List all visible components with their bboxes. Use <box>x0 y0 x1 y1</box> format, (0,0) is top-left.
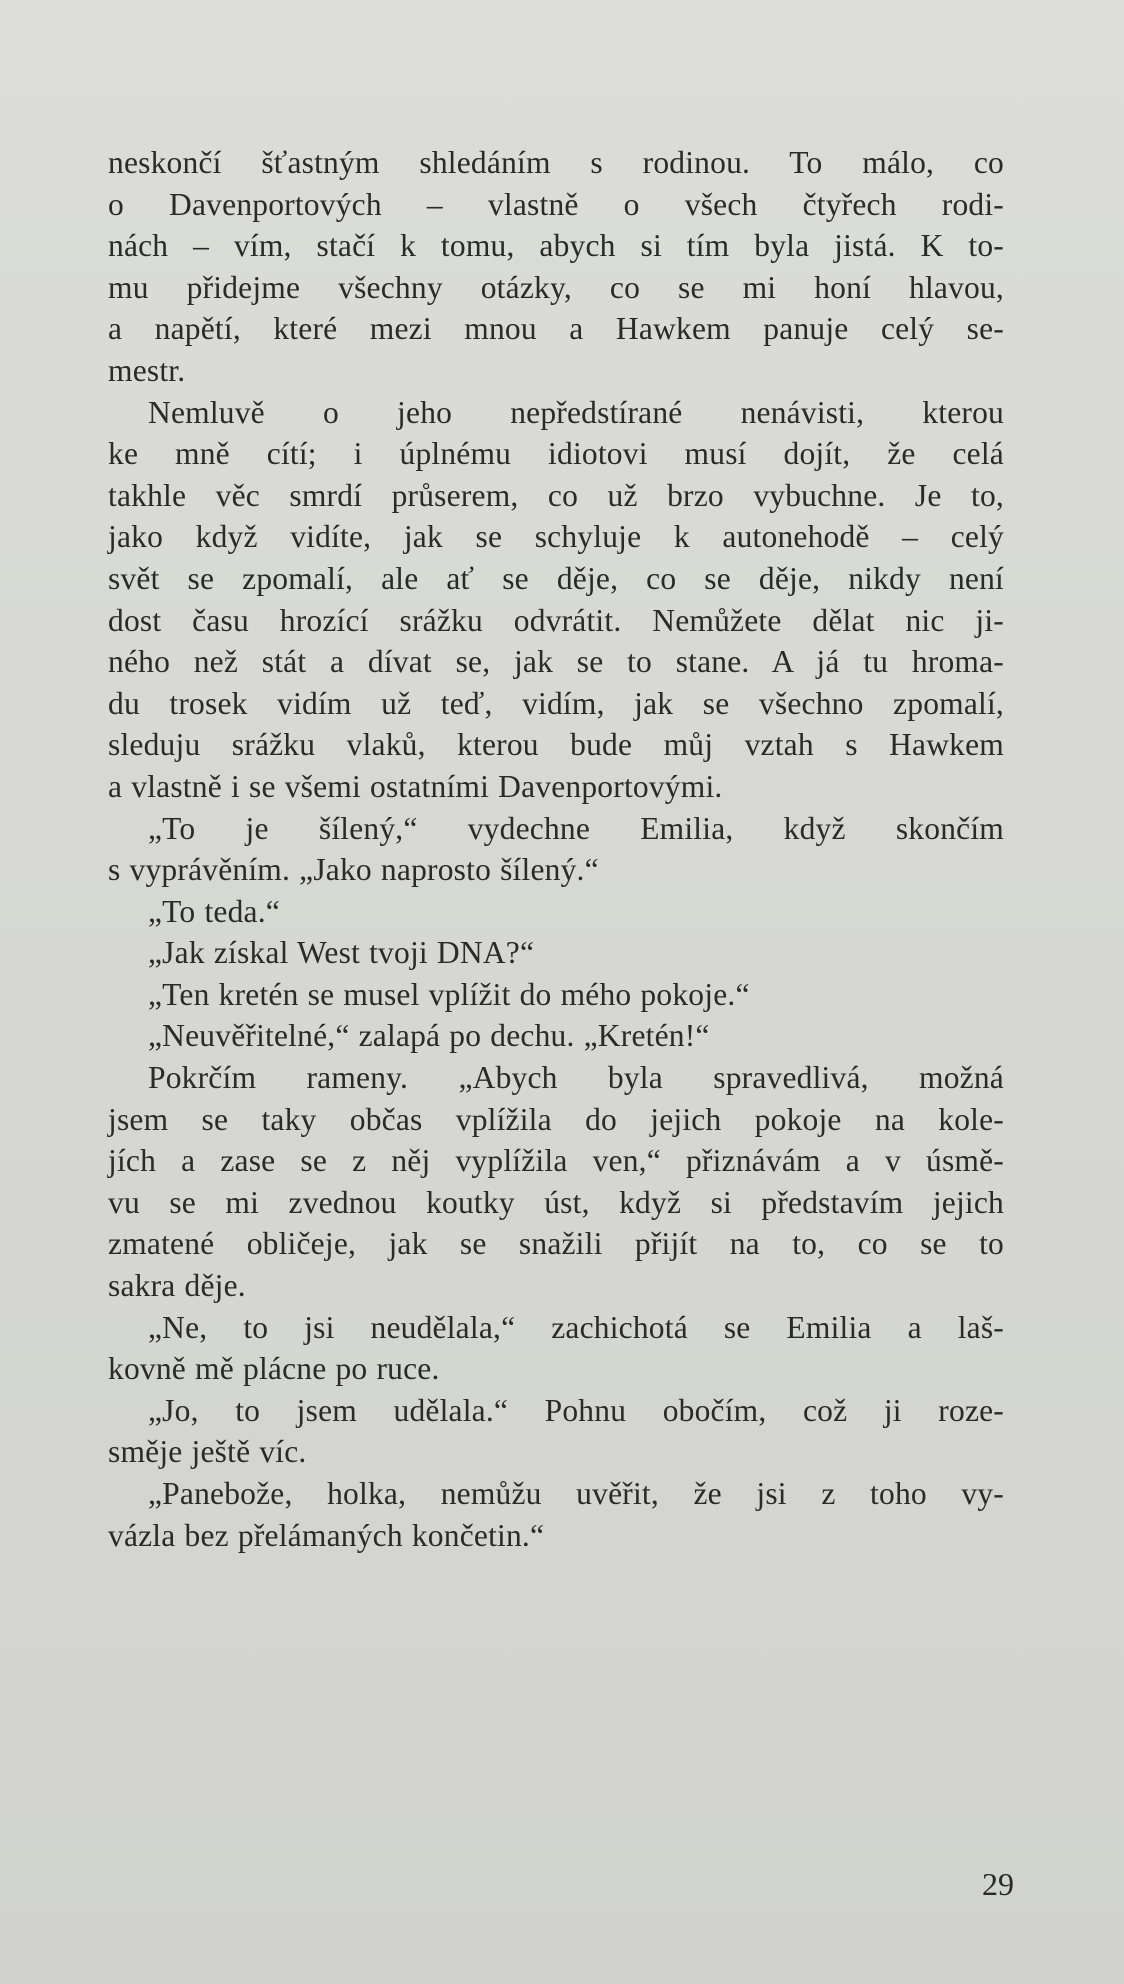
text-line: s vyprávěním. „Jako naprosto šílený.“ <box>108 852 599 888</box>
text-line: „To je šílený,“ vydechne Emilia, když skončím <box>148 810 1004 846</box>
text-line: sakra děje. <box>108 1268 246 1304</box>
text-line: „Jo, to jsem udělala.“ Pohnu obočím, což ji roze- <box>148 1392 1004 1428</box>
page-number: 29 <box>982 1866 1014 1902</box>
text-line: „To teda.“ <box>148 893 280 929</box>
text-line: „Neuvěřitelné,“ zalapá po dechu. „Kretén!“ <box>148 1018 710 1054</box>
text-line: dost času hrozící srážku odvrátit. Nemůžete dělat nic ji- <box>108 602 1004 638</box>
text-line: a vlastně i se všemi ostatními Davenportovými. <box>108 768 723 804</box>
text-line: du trosek vidím už teď, vidím, jak se všechno zpomalí, <box>108 685 1004 721</box>
text-line: jích a zase se z něj vyplížila ven,“ přiznávám a v úsmě- <box>108 1143 1004 1179</box>
text-line: „Ten kretén se musel vplížit do mého pokoje.“ <box>148 976 750 1012</box>
text-line: sleduju srážku vlaků, kterou bude můj vztah s Hawkem <box>108 727 1004 763</box>
text-line: Pokrčím rameny. „Abych byla spravedlivá, možná <box>148 1060 1004 1096</box>
text-line: vu se mi zvednou koutky úst, když si představím jejich <box>108 1184 1004 1220</box>
text-line: o Davenportových – vlastně o všech čtyřech rodi- <box>108 186 1004 222</box>
text-line: mu přidejme všechny otázky, co se mi honí hlavou, <box>108 269 1004 305</box>
text-line: jsem se taky občas vplížila do jejich pokoje na kole- <box>108 1101 1004 1137</box>
text-line: „Jak získal West tvoji DNA?“ <box>148 935 535 971</box>
text-line: ného než stát a dívat se, jak se to stane. A já tu hroma- <box>108 644 1004 680</box>
text-line: svět se zpomalí, ale ať se děje, co se děje, nikdy není <box>108 560 1004 596</box>
text-line: neskončí šťastným shledáním s rodinou. To málo, co <box>108 145 1004 180</box>
text-line: „Panebože, holka, nemůžu uvěřit, že jsi z toho vy- <box>148 1476 1004 1511</box>
text-line: kovně mě plácne po ruce. <box>108 1351 440 1387</box>
text-line: nách – vím, stačí k tomu, abych si tím byla jistá. K to- <box>108 228 1004 264</box>
text-line: takhle věc smrdí průserem, co už brzo vybuchne. Je to, <box>108 477 1004 513</box>
text-line: vázla bez přelámaných končetin.“ <box>108 1517 545 1553</box>
text-line: a napětí, které mezi mnou a Hawkem panuje celý se- <box>108 311 1004 347</box>
text-line: Nemluvě o jeho nepředstírané nenávisti, kterou <box>148 394 1004 430</box>
body-text <box>108 142 1004 1556</box>
text-line: zmatené obličeje, jak se snažili přijít na to, co se to <box>108 1226 1004 1262</box>
text-line: ke mně cítí; i úplnému idiotovi musí dojít, že celá <box>108 436 1004 472</box>
text-line: mestr. <box>108 352 186 388</box>
text-line: jako když vidíte, jak se schyluje k autonehodě – celý <box>108 519 1004 555</box>
text-line: „Ne, to jsi neudělala,“ zachichotá se Emilia a laš- <box>148 1309 1004 1345</box>
text-line: směje ještě víc. <box>108 1434 307 1470</box>
